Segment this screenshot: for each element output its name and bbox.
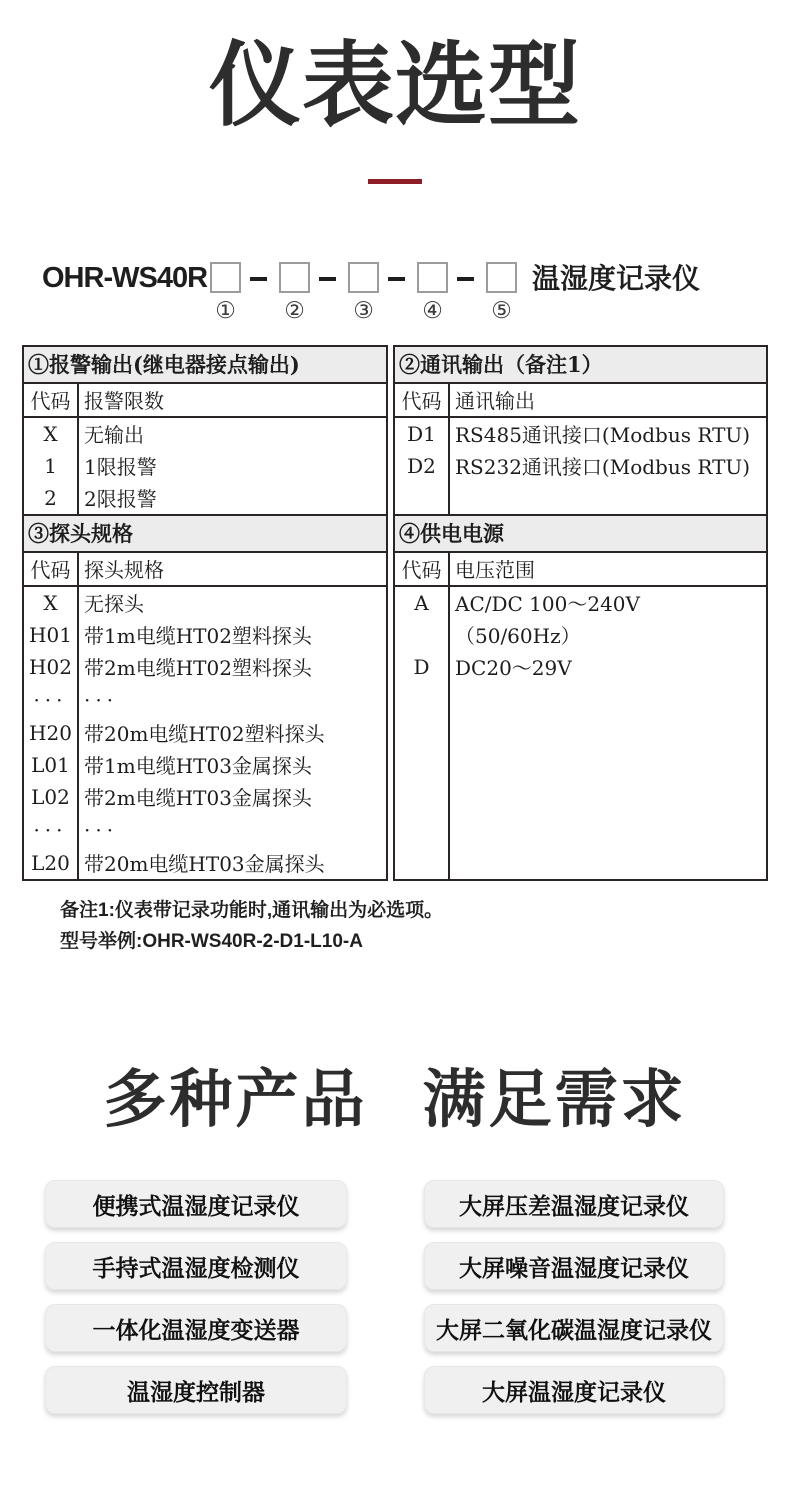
code-column-label: 代码 (24, 553, 79, 585)
model-example: 型号举例:OHR-WS40R-2-D1-L10-A (60, 930, 363, 952)
selection-table-left (22, 345, 388, 881)
page-title: 仪表选型 (208, 35, 581, 137)
table-row: （50/60Hz） (395, 619, 766, 651)
table-row: L20 带20m电缆HT03金属探头 (24, 847, 386, 879)
model-code-box-1 (210, 262, 241, 293)
model-code-box-5 (486, 262, 517, 293)
model-code-box-3 (348, 262, 379, 293)
code-column-label: 代码 (395, 553, 450, 585)
product-column-left (45, 1180, 347, 1414)
table-row-ellipsis: ··· ··· (24, 683, 386, 717)
desc-column-label: 探头规格 (84, 558, 164, 583)
product-button-co2-recorder[interactable]: 大屏二氧化碳温湿度记录仪 (424, 1304, 724, 1352)
model-code-box-2 (279, 262, 310, 293)
table-row-empty (395, 482, 766, 514)
code-column-label: 代码 (24, 384, 79, 416)
products-heading (0, 1064, 790, 1135)
model-prefix: OHR-WS40R (42, 261, 208, 294)
table-row: X 无探头 (24, 587, 386, 619)
model-position-3 (348, 262, 379, 323)
product-buttons (45, 1180, 790, 1414)
dash-separator (319, 277, 336, 281)
dash-separator (457, 277, 474, 281)
table-row: L02 带2m电缆HT03金属探头 (24, 781, 386, 813)
section-3-column-header (24, 553, 386, 587)
section-1-header: ①报警输出(继电器接点输出) (24, 347, 386, 384)
table-row: 2 2限报警 (24, 482, 386, 514)
dash-separator (250, 277, 267, 281)
product-button-large-screen-recorder[interactable]: 大屏温湿度记录仪 (424, 1366, 724, 1414)
product-button-controller[interactable]: 温湿度控制器 (45, 1366, 347, 1414)
selection-tables (22, 345, 768, 881)
note-1: 备注1:仪表带记录功能时,通讯输出为必选项。 (60, 899, 444, 921)
product-button-pressure-diff-recorder[interactable]: 大屏压差温湿度记录仪 (424, 1180, 724, 1228)
dash-separator (388, 277, 405, 281)
product-button-noise-recorder[interactable]: 大屏噪音温湿度记录仪 (424, 1242, 724, 1290)
code-column-label: 代码 (395, 384, 450, 416)
table-row: L01 带1m电缆HT03金属探头 (24, 749, 386, 781)
section-4-header: ④供电电源 (395, 514, 766, 553)
product-button-handheld-detector[interactable]: 手持式温湿度检测仪 (45, 1242, 347, 1290)
table-row: D2 RS232通讯接口(Modbus RTU) (395, 450, 766, 482)
position-number-3: ③ (353, 296, 374, 323)
table-row: H02 带2m电缆HT02塑料探头 (24, 651, 386, 683)
section-4-column-header (395, 553, 766, 587)
table-row: H01 带1m电缆HT02塑料探头 (24, 619, 386, 651)
table-row: H20 带20m电缆HT02塑料探头 (24, 717, 386, 749)
product-button-portable-recorder[interactable]: 便携式温湿度记录仪 (45, 1180, 347, 1228)
model-position-4 (417, 262, 448, 323)
product-column-right (424, 1180, 724, 1414)
model-suffix: 温湿度记录仪 (532, 262, 701, 294)
table-row: D DC20～29V (395, 651, 766, 683)
model-code-box-4 (417, 262, 448, 293)
model-position-5 (486, 262, 517, 323)
table-row: X 无输出 (24, 418, 386, 450)
table-row: D1 RS485通讯接口(Modbus RTU) (395, 418, 766, 450)
section-2-column-header (395, 384, 766, 418)
position-number-5: ⑤ (491, 296, 512, 323)
table-row: A AC/DC 100～240V (395, 587, 766, 619)
products-heading-left: 多种产品 (103, 1064, 368, 1135)
notes (60, 895, 790, 957)
table-row: 1 1限报警 (24, 450, 386, 482)
products-heading-right: 满足需求 (422, 1064, 687, 1135)
selection-table-right (393, 345, 768, 881)
title-underline (368, 179, 422, 184)
desc-column-label: 通讯输出 (455, 389, 535, 414)
desc-column-label: 电压范围 (455, 558, 535, 583)
section-3-header: ③探头规格 (24, 514, 386, 553)
position-number-2: ② (284, 296, 305, 323)
product-button-integrated-transmitter[interactable]: 一体化温湿度变送器 (45, 1304, 347, 1352)
model-position-1 (210, 262, 241, 323)
table-row-empty (395, 683, 766, 879)
desc-column-label: 报警限数 (84, 389, 164, 414)
position-number-1: ① (215, 296, 236, 323)
position-number-4: ④ (422, 296, 443, 323)
section-1-column-header (24, 384, 386, 418)
section-2-header: ②通讯输出（备注1） (395, 347, 766, 384)
model-code-diagram (42, 262, 790, 323)
model-position-2 (279, 262, 310, 323)
table-row-ellipsis: ··· ··· (24, 813, 386, 847)
